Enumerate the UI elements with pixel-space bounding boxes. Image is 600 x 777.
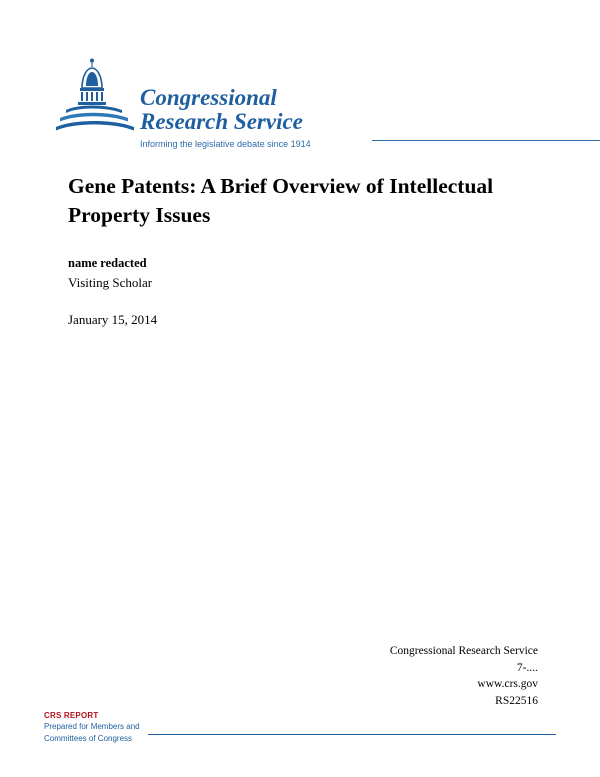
crs-wordmark bbox=[140, 86, 560, 133]
document-author: name redacted bbox=[68, 256, 147, 270]
document-author-title: Visiting Scholar bbox=[68, 275, 153, 290]
footer-contact-block bbox=[238, 643, 538, 709]
footer-report-label: CRS REPORT bbox=[44, 711, 99, 720]
crs-wordmark-line2: Research Service bbox=[140, 109, 303, 134]
document-date: January 15, 2014 bbox=[68, 312, 158, 327]
crs-capitol-dome-icon bbox=[56, 58, 136, 136]
tagline-rule bbox=[372, 140, 600, 141]
footer-website: www.crs.gov bbox=[477, 678, 538, 690]
crs-masthead bbox=[56, 58, 556, 148]
footer-report-number: RS22516 bbox=[495, 694, 538, 707]
document-title: Gene Patents: A Brief Overview of Intellectual Property Issues bbox=[68, 174, 494, 227]
crs-tagline-row bbox=[140, 134, 600, 148]
footer-rule bbox=[148, 734, 556, 735]
footer-prepared-line2: Committees of Congress bbox=[44, 733, 133, 743]
crs-wordmark-line1: Congressional bbox=[140, 85, 277, 110]
footer-phone: 7-.... bbox=[516, 661, 538, 674]
footer-organization: Congressional Research Service bbox=[389, 645, 538, 657]
crs-tagline: Informing the legislative debate since 1914 bbox=[140, 139, 311, 149]
footer-report-block bbox=[44, 710, 344, 744]
footer-prepared-line1: Prepared for Members and bbox=[44, 722, 140, 731]
